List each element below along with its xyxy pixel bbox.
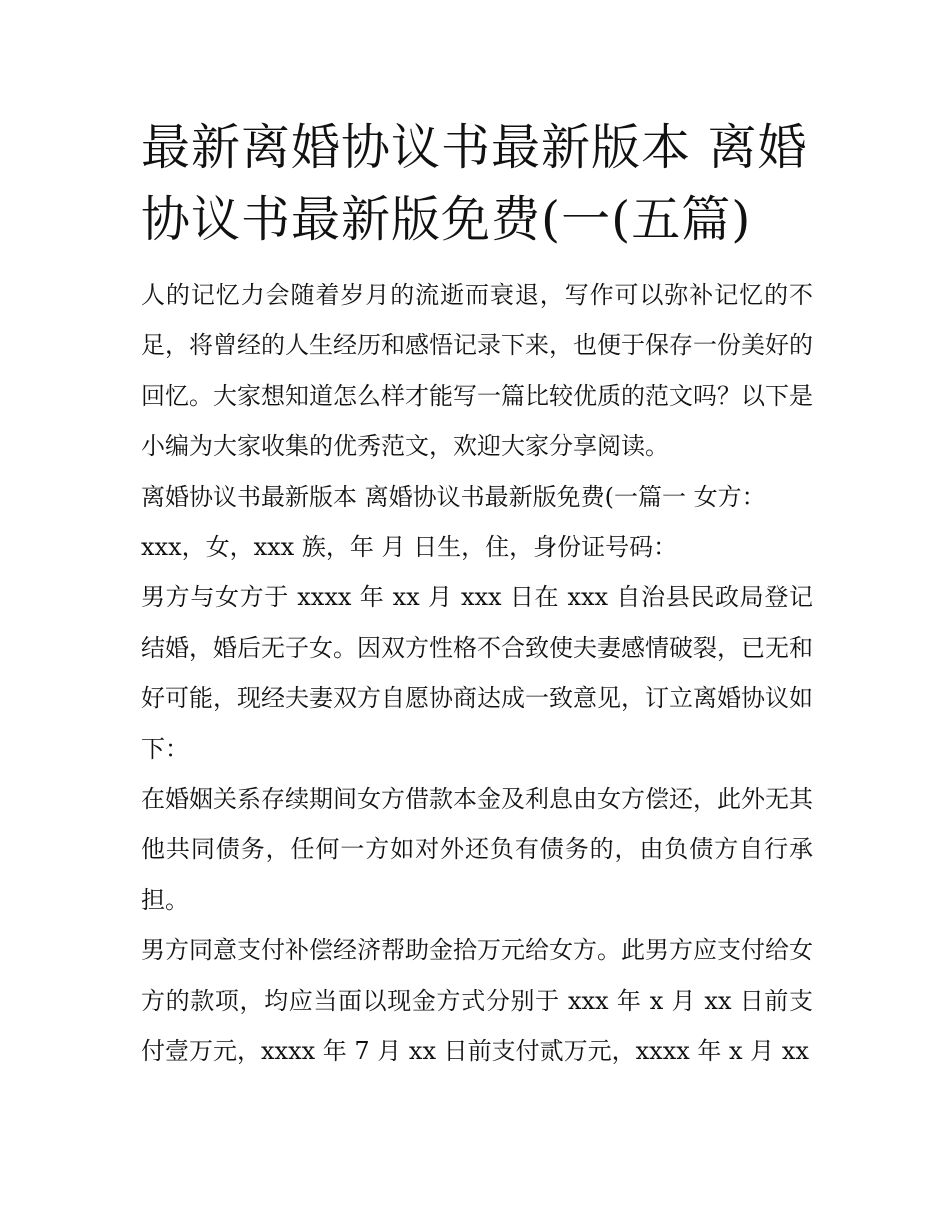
paragraph-debts: 在婚姻关系存续期间女方借款本金及利息由女方偿还，此外无其他共同债务，任何一方如对外还负有债务的，由负债方自行承担。 — [141, 785, 813, 914]
document-body — [141, 270, 813, 1077]
paragraph-heading: 离婚协议书最新版本 离婚协议书最新版免费(一篇一 女方： — [141, 482, 766, 511]
paragraph-intro: 人的记忆力会随着岁月的流逝而衰退，写作可以弥补记忆的不足，将曾经的人生经历和感悟记录下来，也便于保存一份美好的回忆。大家想知道怎么样才能写一篇比较优质的范文吗？以下是小编为大家收集的优秀范文，欢迎大家分享阅读。 — [141, 281, 813, 461]
paragraph-party-info: xxx，女，xxx 族，年 月 日生，住，身份证号码： — [141, 533, 678, 562]
document-page — [141, 112, 813, 1077]
paragraph-compensation: 男方同意支付补偿经济帮助金拾万元给女方。此男方应支付给女方的款项，均应当面以现金方式分别于 xxx 年 x 月 xx 日前支付壹万元，xxxx 年 7 月 xx 日前支付贰万元，xxxx 年 x 月 xx — [141, 936, 813, 1066]
paragraph-marriage-info: 男方与女方于 xxxx 年 xx 月 xxx 日在 xxx 自治县民政局登记结婚，婚后无子女。因双方性格不合致使夫妻感情破裂，已无和好可能，现经夫妻双方自愿协商达成一致意见，订立离婚协议如下： — [141, 583, 813, 763]
document-title: 最新离婚协议书最新版本 离婚协议书最新版免费(一(五篇) — [141, 119, 808, 248]
